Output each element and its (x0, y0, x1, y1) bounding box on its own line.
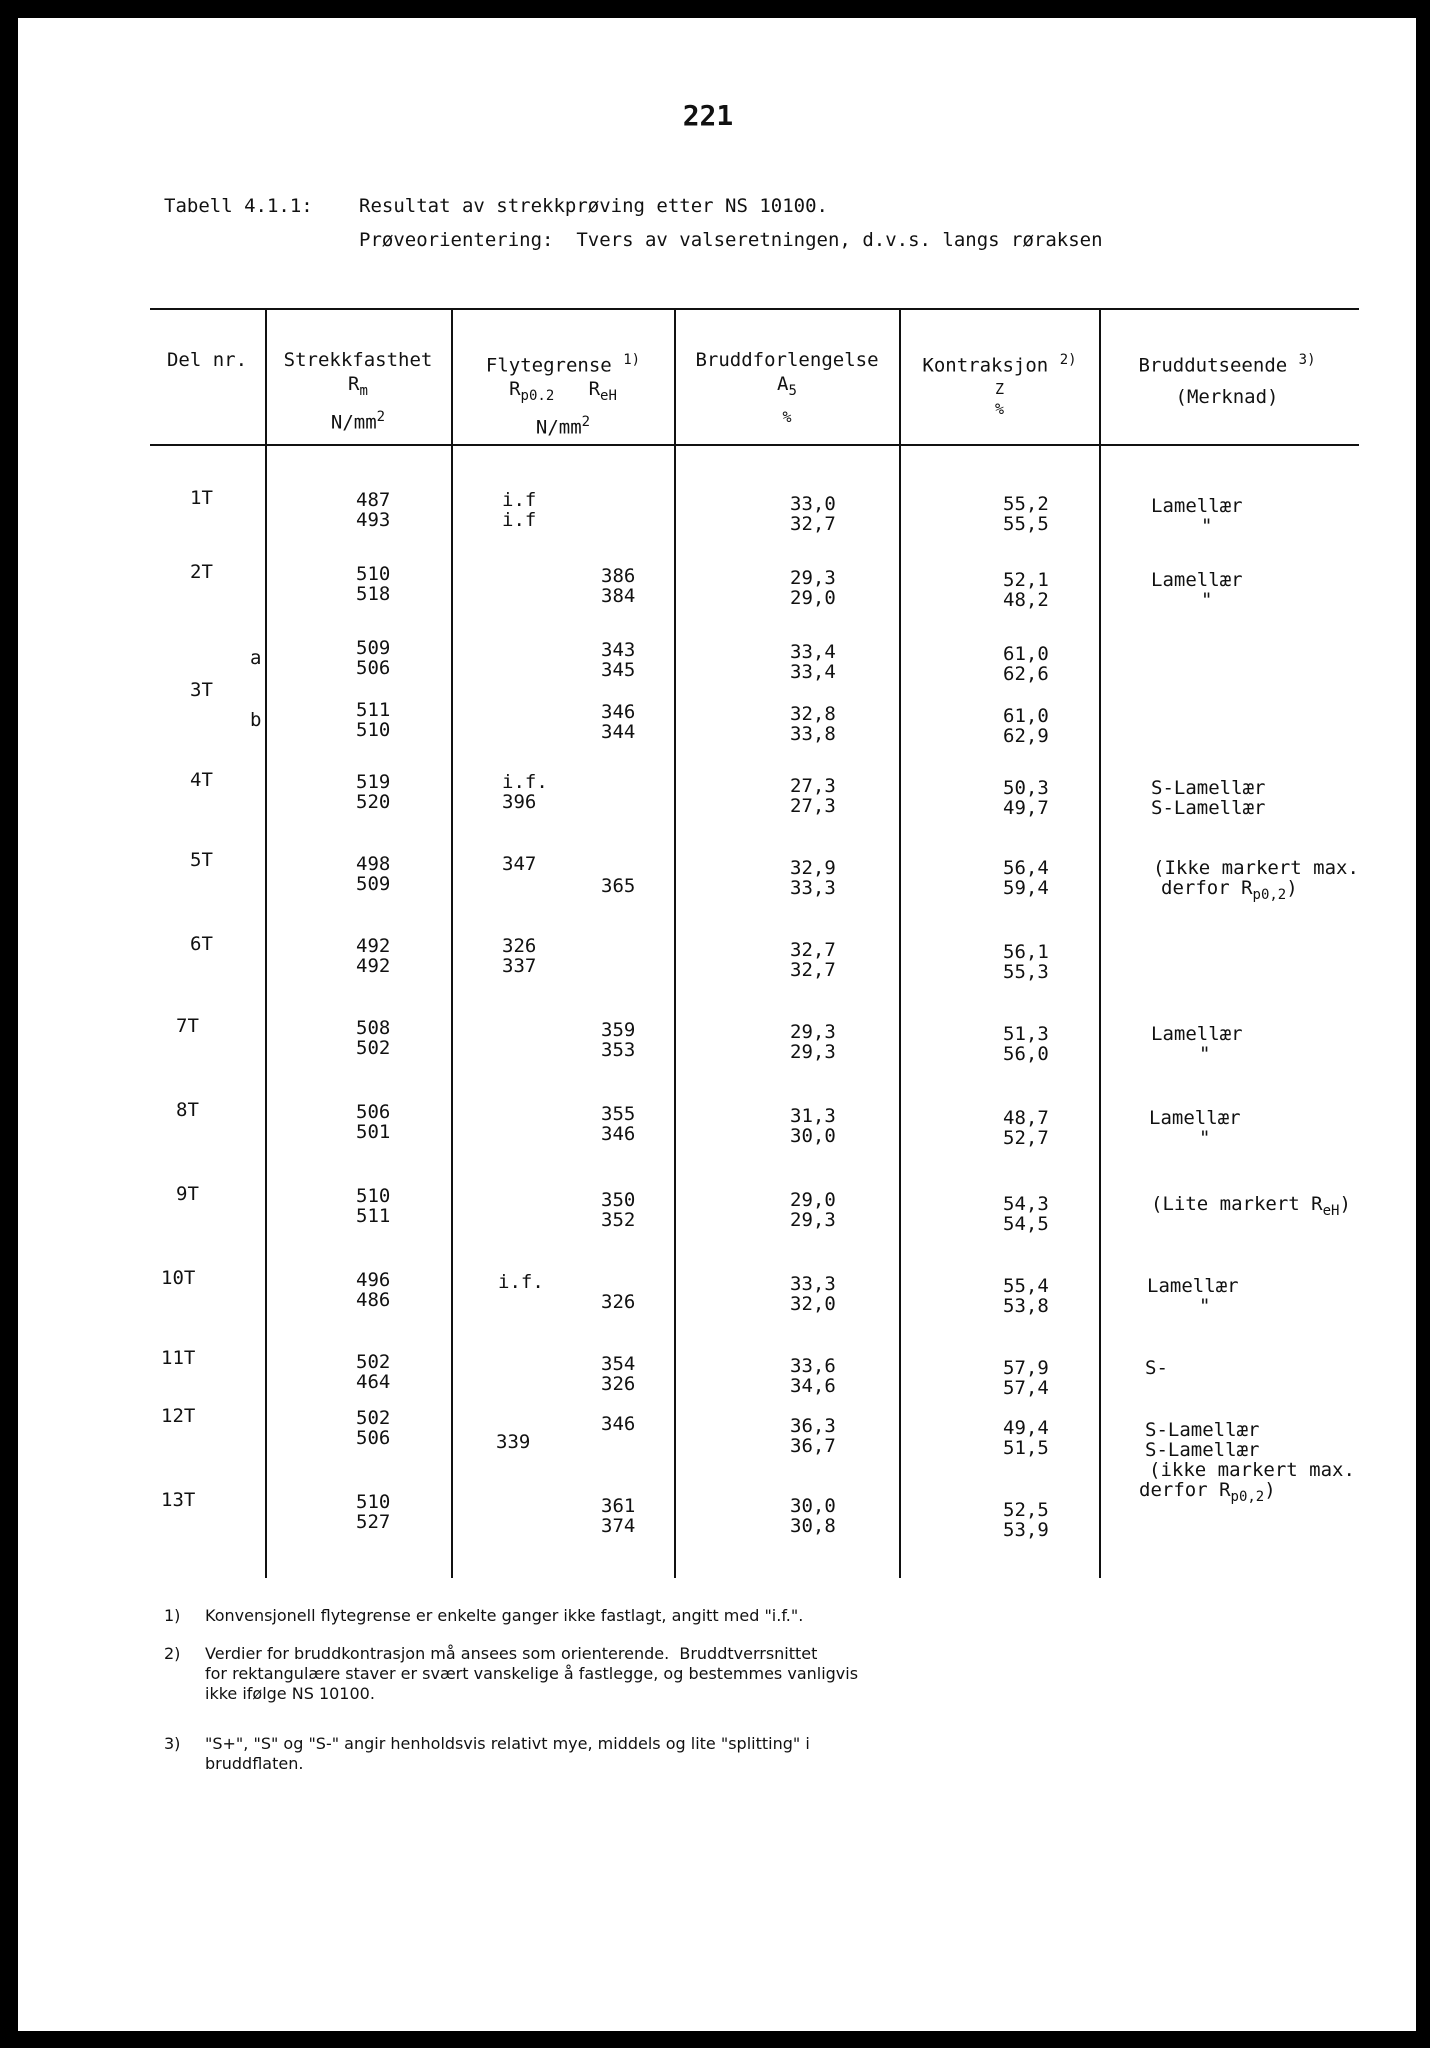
remark: Lamellær (1149, 1107, 1241, 1129)
remark: Lamellær (1151, 1023, 1243, 1045)
table-caption-title: Resultat av strekkprøving etter NS 10100. (359, 195, 828, 217)
rm-value: 520 (356, 791, 391, 813)
a5-value: 30,0 (790, 1495, 836, 1517)
rm-value: 506 (356, 1427, 391, 1449)
a5-value: 33,3 (790, 1273, 836, 1295)
footnote-text: bruddflaten. (205, 1754, 304, 1773)
row-label: 1T (190, 487, 213, 509)
remark: " (1199, 1127, 1211, 1149)
rm-value: 496 (356, 1269, 391, 1291)
a5-value: 29,3 (790, 1021, 836, 1043)
rm-value: 509 (356, 637, 391, 659)
remark: " (1201, 589, 1213, 611)
z-value: 56,0 (1003, 1043, 1049, 1065)
row-label: 4T (190, 769, 213, 791)
header-bruddutseende: Bruddutseende $^{3)}$ (Merknad) (1138, 352, 1316, 409)
rm-value: 518 (356, 583, 391, 605)
reh-value: 386 (601, 565, 636, 587)
z-value: 54,3 (1003, 1193, 1049, 1215)
reh-value: 346 (601, 701, 636, 723)
a5-value: 29,0 (790, 1189, 836, 1211)
row-label: 10T (161, 1267, 196, 1289)
a5-value: 29,3 (790, 567, 836, 589)
rm-value: 506 (356, 1101, 391, 1123)
a5-value: 32,9 (790, 857, 836, 879)
a5-value: 32,0 (790, 1293, 836, 1315)
a5-value: 27,3 (790, 775, 836, 797)
rm-value: 510 (356, 719, 391, 741)
z-value: 55,2 (1003, 493, 1049, 515)
rm-value: 511 (356, 699, 391, 721)
z-value: 53,8 (1003, 1295, 1049, 1317)
remark: (Lite markert $R_{eH}$) (1151, 1193, 1351, 1219)
a5-value: 29,0 (790, 587, 836, 609)
z-value: 55,3 (1003, 961, 1049, 983)
row-label: 13T (161, 1489, 196, 1511)
remark: Lamellær (1151, 495, 1243, 517)
rm-value: 464 (356, 1371, 391, 1393)
z-value: 50,3 (1003, 777, 1049, 799)
remark: S-Lamellær (1151, 777, 1266, 799)
a5-value: 27,3 (790, 795, 836, 817)
reh-value: 354 (601, 1353, 636, 1375)
remark: S-Lamellær (1145, 1439, 1260, 1461)
table-top-rule (150, 308, 1359, 310)
rp-value: i.f. (502, 771, 548, 793)
remark: " (1199, 1295, 1211, 1317)
remark: " (1201, 515, 1213, 537)
reh-value: 326 (601, 1373, 636, 1395)
z-value: 51,3 (1003, 1023, 1049, 1045)
z-value: 51,5 (1003, 1437, 1049, 1459)
header-strekkfasthet: Strekkfasthet $R_m$ $N/mm^2$ (283, 349, 433, 434)
remark: Lamellær (1147, 1275, 1239, 1297)
row-label: 6T (190, 933, 213, 955)
footnote-text: "S+", "S" og "S-" angir henholdsvis relativt mye, middels og lite "splitting" i (205, 1734, 810, 1753)
reh-value: 343 (601, 639, 636, 661)
row-label: 5T (190, 849, 213, 871)
rm-value: 510 (356, 563, 391, 585)
row-label: 11T (161, 1347, 196, 1369)
rp-value: i.f. (498, 1271, 544, 1293)
column-divider (451, 308, 453, 1578)
reh-value: 346 (601, 1413, 636, 1435)
rm-value: 502 (356, 1351, 391, 1373)
reh-value: 374 (601, 1515, 636, 1537)
z-value: 54,5 (1003, 1213, 1049, 1235)
a5-value: 34,6 (790, 1375, 836, 1397)
z-value: 56,1 (1003, 941, 1049, 963)
rp-value: 347 (502, 853, 537, 875)
rm-value: 502 (356, 1037, 391, 1059)
rm-value: 527 (356, 1511, 391, 1533)
rp-value: 339 (496, 1431, 531, 1453)
row-sublabel: a (250, 647, 262, 669)
reh-value: 355 (601, 1103, 636, 1125)
a5-value: 33,0 (790, 493, 836, 515)
z-value: 52,7 (1003, 1127, 1049, 1149)
footnote-number: 3) (164, 1734, 181, 1753)
z-value: 61,0 (1003, 705, 1049, 727)
rm-value: 493 (356, 509, 391, 531)
remark: S-Lamellær (1145, 1419, 1260, 1441)
document-page (18, 18, 1416, 2031)
a5-value: 32,8 (790, 703, 836, 725)
footnote-number: 2) (164, 1644, 181, 1663)
rm-value: 502 (356, 1407, 391, 1429)
remark: " (1199, 1043, 1211, 1065)
row-label: 8T (176, 1099, 199, 1121)
rm-value: 509 (356, 873, 391, 895)
rp-value: 337 (502, 955, 537, 977)
header-del-nr: Del nr. (166, 349, 248, 371)
reh-value: 353 (601, 1039, 636, 1061)
footnote-number: 1) (164, 1606, 181, 1625)
z-value: 56,4 (1003, 857, 1049, 879)
rm-value: 508 (356, 1017, 391, 1039)
row-label: 9T (176, 1183, 199, 1205)
rm-value: 519 (356, 771, 391, 793)
a5-value: 32,7 (790, 513, 836, 535)
table-caption-orientation: Prøveorientering: Tvers av valseretningen, d.v.s. langs røraksen (359, 229, 1103, 251)
column-divider (899, 308, 901, 1578)
z-value: 52,5 (1003, 1499, 1049, 1521)
rm-value: 486 (356, 1289, 391, 1311)
z-value: 52,1 (1003, 569, 1049, 591)
reh-value: 359 (601, 1019, 636, 1041)
column-divider (674, 308, 676, 1578)
remark: (ikke markert max. (1149, 1459, 1355, 1481)
rm-value: 506 (356, 657, 391, 679)
z-value: 57,9 (1003, 1357, 1049, 1379)
z-value: 61,0 (1003, 643, 1049, 665)
row-label: 2T (190, 561, 213, 583)
rm-value: 492 (356, 935, 391, 957)
rm-value: 510 (356, 1185, 391, 1207)
reh-value: 365 (601, 875, 636, 897)
a5-value: 33,6 (790, 1355, 836, 1377)
row-label: 3T (190, 679, 213, 701)
header-bruddforlengelse: Bruddforlengelse $A_5$ % (695, 349, 879, 426)
a5-value: 30,0 (790, 1125, 836, 1147)
column-divider (265, 308, 267, 1578)
rm-value: 498 (356, 853, 391, 875)
footnote-text: Konvensjonell flytegrense er enkelte ganger ikke fastlagt, angitt med "i.f.". (205, 1606, 804, 1625)
column-divider (1099, 308, 1101, 1578)
rm-value: 487 (356, 489, 391, 511)
a5-value: 32,7 (790, 939, 836, 961)
reh-value: 346 (601, 1123, 636, 1145)
row-label: 7T (176, 1015, 199, 1037)
z-value: 53,9 (1003, 1519, 1049, 1541)
reh-value: 350 (601, 1189, 636, 1211)
a5-value: 33,8 (790, 723, 836, 745)
remark: S-Lamellær (1151, 797, 1266, 819)
a5-value: 31,3 (790, 1105, 836, 1127)
z-value: 49,7 (1003, 797, 1049, 819)
rm-value: 510 (356, 1491, 391, 1513)
header-flytegrense: Flytegrense $^{1)}$ $R_{p0.2}$ $R_{eH}$ $N/mm^2$ (485, 352, 641, 439)
a5-value: 32,7 (790, 959, 836, 981)
rp-value: i.f (502, 509, 537, 531)
z-value: 57,4 (1003, 1377, 1049, 1399)
rp-value: i.f (502, 489, 537, 511)
reh-value: 352 (601, 1209, 636, 1231)
remark: Lamellær (1151, 569, 1243, 591)
row-label: 12T (161, 1405, 196, 1427)
remark: (Ikke markert max. (1153, 857, 1359, 879)
a5-value: 33,3 (790, 877, 836, 899)
a5-value: 36,7 (790, 1435, 836, 1457)
page-number: 221 (682, 99, 734, 132)
rm-value: 501 (356, 1121, 391, 1143)
z-value: 48,7 (1003, 1107, 1049, 1129)
a5-value: 36,3 (790, 1415, 836, 1437)
remark: S- (1145, 1357, 1168, 1379)
z-value: 55,5 (1003, 513, 1049, 535)
remark: derfor $R_{p0,2}$) (1161, 877, 1298, 903)
z-value: 55,4 (1003, 1275, 1049, 1297)
footnote-text: for rektangulære staver er svært vanskelige å fastlegge, og bestemmes vanligvis (205, 1664, 859, 1683)
footnote-text: ikke ifølge NS 10100. (205, 1684, 375, 1703)
header-kontraksjon: Kontraksjon $^{2)}$ Z % (922, 352, 1077, 419)
z-value: 62,9 (1003, 725, 1049, 747)
a5-value: 33,4 (790, 661, 836, 683)
reh-value: 326 (601, 1291, 636, 1313)
footnote-text: Verdier for bruddkontrasjon må ansees som orienterende. Bruddtverrsnittet (205, 1644, 818, 1663)
a5-value: 30,8 (790, 1515, 836, 1537)
reh-value: 384 (601, 585, 636, 607)
reh-value: 344 (601, 721, 636, 743)
a5-value: 33,4 (790, 641, 836, 663)
z-value: 59,4 (1003, 877, 1049, 899)
z-value: 62,6 (1003, 663, 1049, 685)
z-value: 48,2 (1003, 589, 1049, 611)
rp-value: 396 (502, 791, 537, 813)
rm-value: 492 (356, 955, 391, 977)
rp-value: 326 (502, 935, 537, 957)
reh-value: 361 (601, 1495, 636, 1517)
z-value: 49,4 (1003, 1417, 1049, 1439)
table-header-rule (150, 444, 1359, 446)
reh-value: 345 (601, 659, 636, 681)
row-sublabel: b (250, 709, 262, 731)
a5-value: 29,3 (790, 1209, 836, 1231)
rm-value: 511 (356, 1205, 391, 1227)
remark: derfor $R_{p0,2}$) (1139, 1479, 1276, 1505)
a5-value: 29,3 (790, 1041, 836, 1063)
table-caption-label: Tabell 4.1.1: (164, 195, 313, 217)
